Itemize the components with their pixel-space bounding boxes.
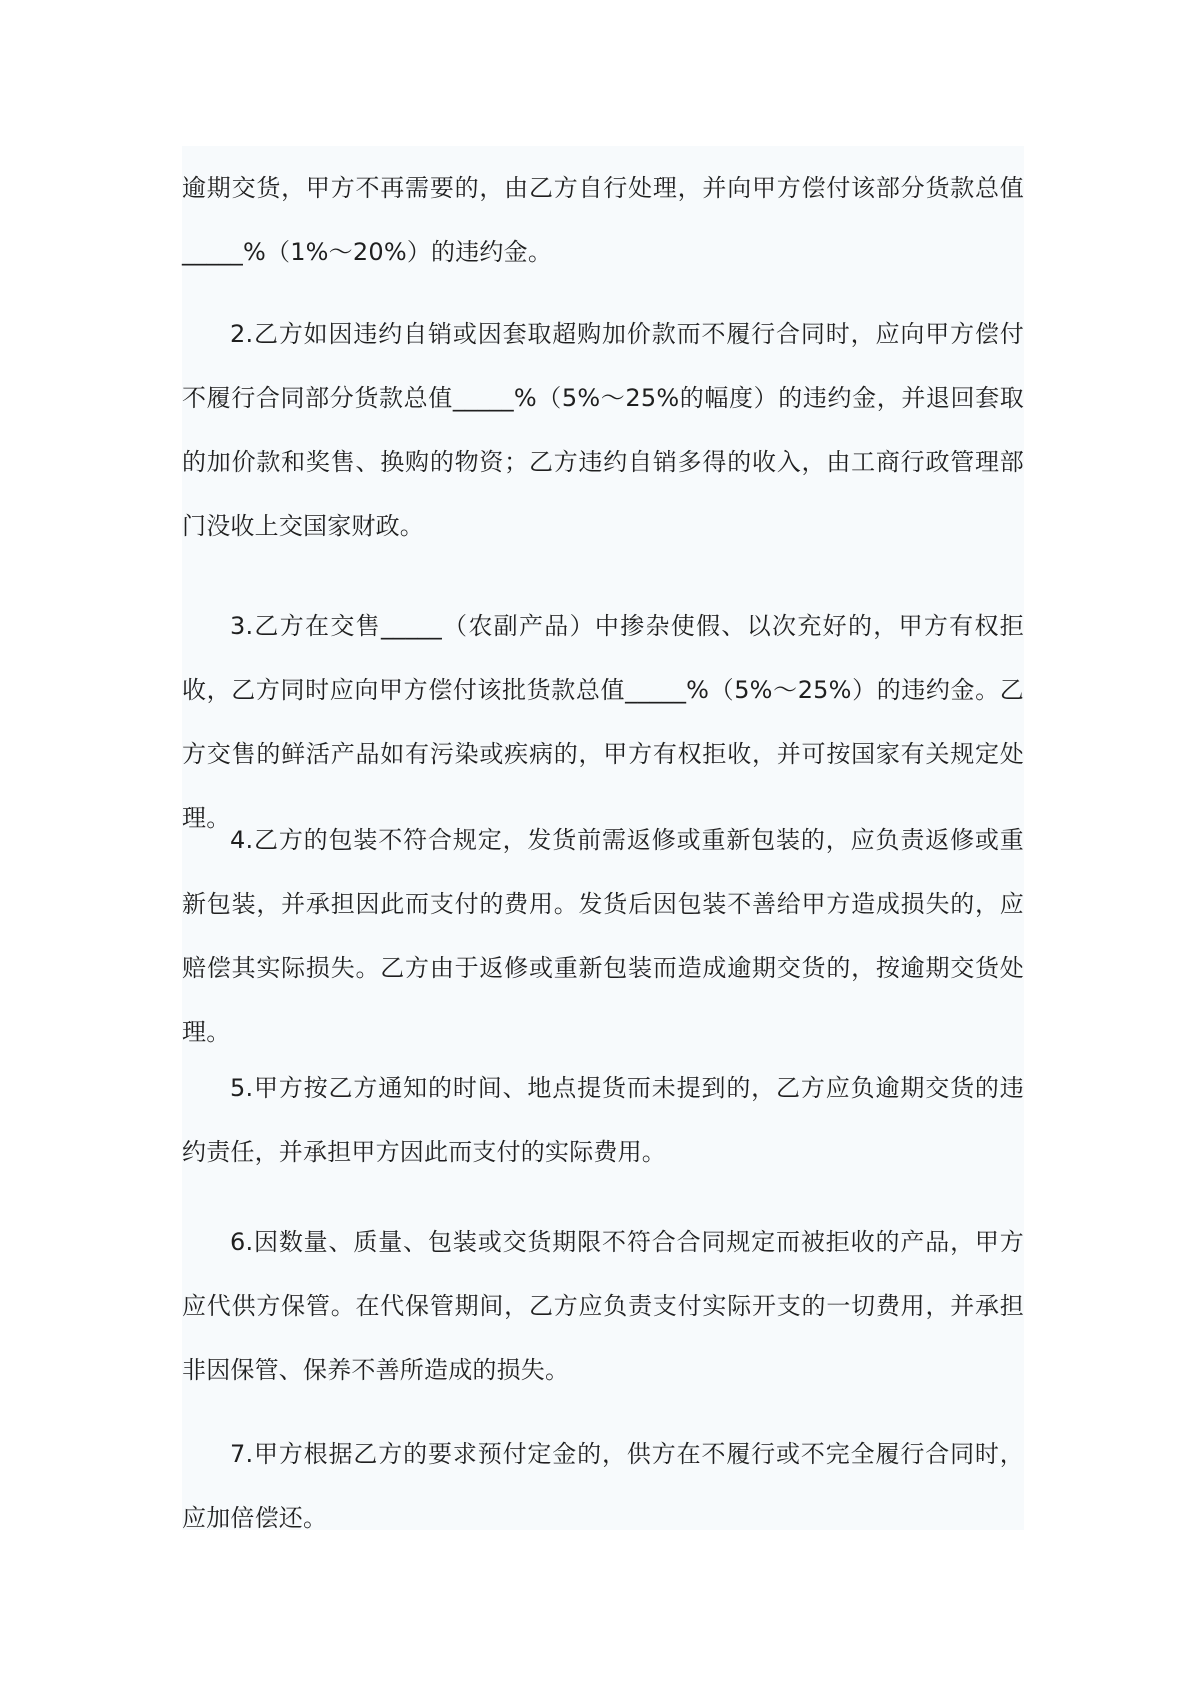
- paragraph-overdue-delivery: 逾期交货，甲方不再需要的，由乙方自行处理，并向甲方偿付该部分货款总值_____%（1%～20%）的违约金。: [182, 174, 1024, 266]
- paragraph-clause-5: 5.甲方按乙方通知的时间、地点提货而未提到的，乙方应负逾期交货的违约责任，并承担甲方因此而支付的实际费用。: [182, 1074, 1024, 1166]
- paragraph-clause-2: 2.乙方如因违约自销或因套取超购加价款而不履行合同时，应向甲方偿付不履行合同部分货款总值_____%（5%～25%的幅度）的违约金，并退回套取的加价款和奖售、换购的物资；乙方违约自销多得的收入，由工商行政管理部门没收上交国家财政。: [182, 320, 1024, 540]
- paragraph-clause-6: 6.因数量、质量、包装或交货期限不符合合同规定而被拒收的产品，甲方应代供方保管。在代保管期间，乙方应负责支付实际开支的一切费用，并承担非因保管、保养不善所造成的损失。: [182, 1228, 1024, 1384]
- paragraph-clause-7: 7.甲方根据乙方的要求预付定金的，供方在不履行或不完全履行合同时，应加倍偿还。: [182, 1440, 1024, 1532]
- paragraph-clause-4: 4.乙方的包装不符合规定，发货前需返修或重新包装的，应负责返修或重新包装，并承担因此而支付的费用。发货后因包装不善给甲方造成损失的，应赔偿其实际损失。乙方由于返修或重新包装而造成逾期交货的，按逾期交货处理。: [182, 826, 1024, 1046]
- paragraph-clause-3: 3.乙方在交售_____（农副产品）中掺杂使假、以次充好的，甲方有权拒收，乙方同时应向甲方偿付该批货款总值_____%（5%～25%）的违约金。乙方交售的鲜活产品如有污染或疾病的，甲方有权拒收，并可按国家有关规定处理。: [182, 612, 1024, 832]
- document-body: [182, 146, 1024, 1530]
